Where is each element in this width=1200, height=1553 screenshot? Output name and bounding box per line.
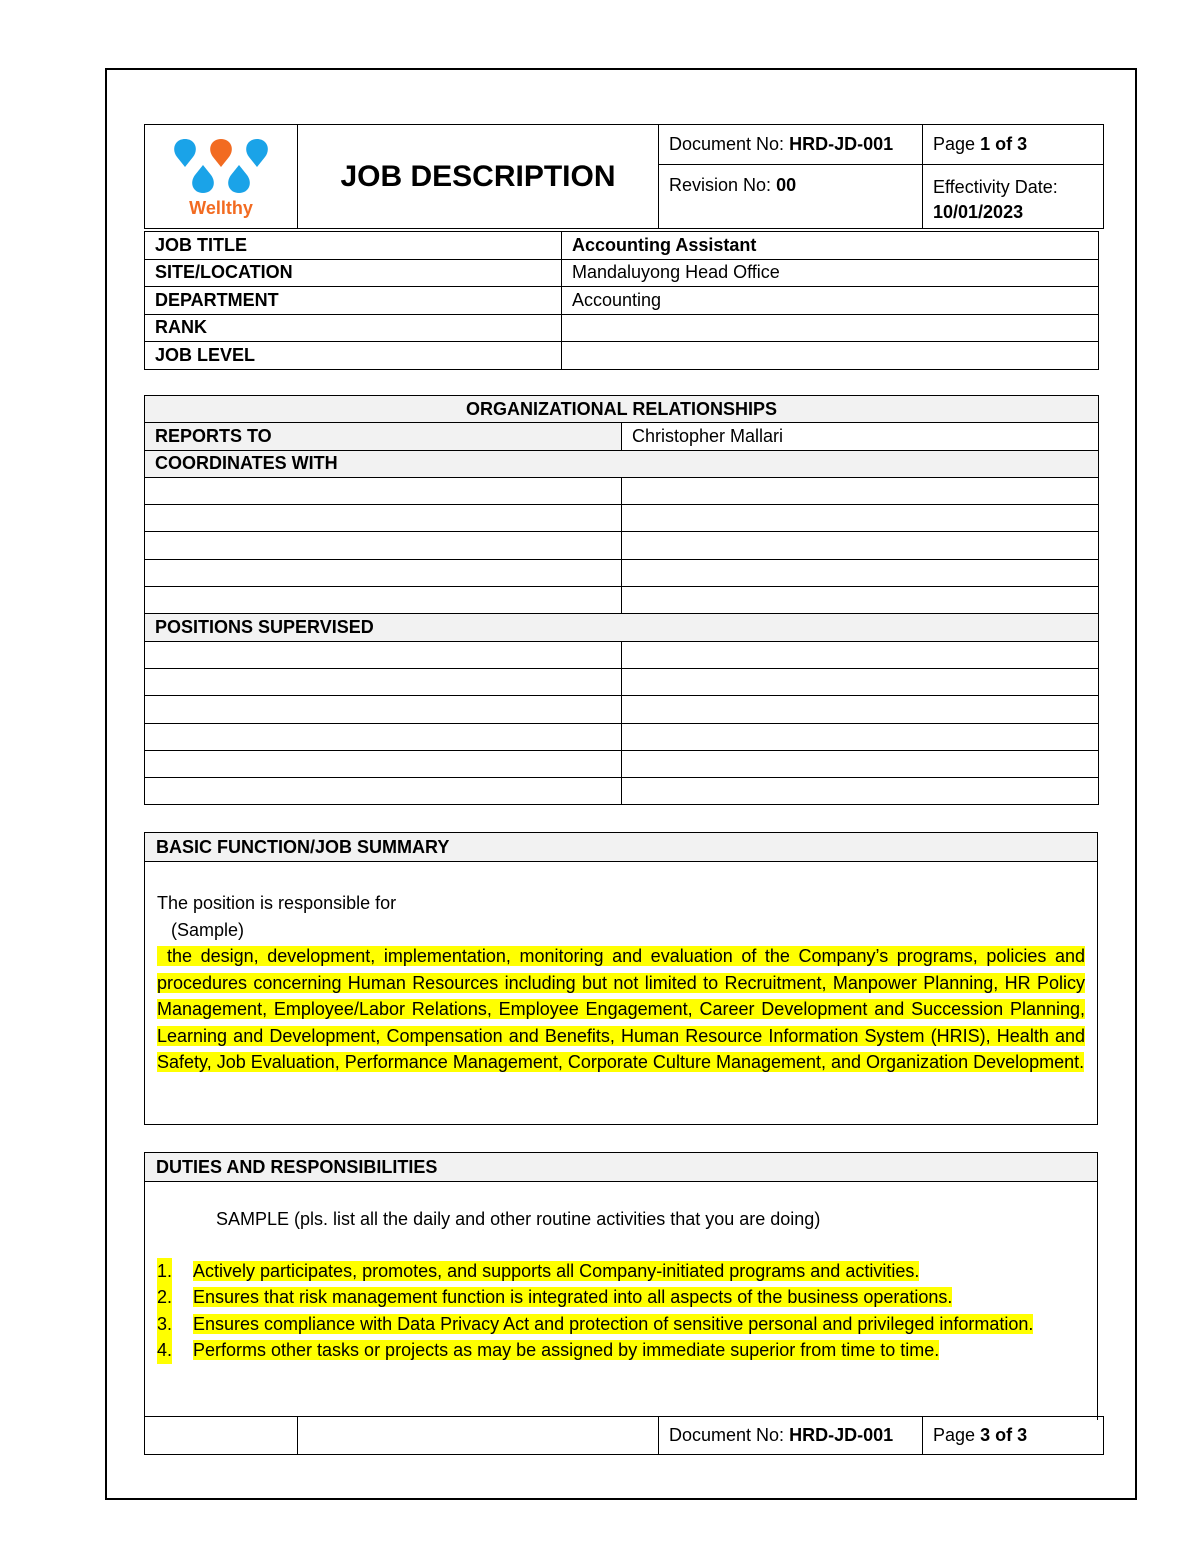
summary-intro: The position is responsible for [157,893,397,913]
document-number: HRD-JD-001 [789,134,894,154]
document-footer [144,1416,1104,1455]
footer-document-number: HRD-JD-001 [789,1425,894,1445]
duty-item: 4. Performs other tasks or projects as may be assigned by immediate superior from time to time. [157,1337,1085,1364]
duty-item: 2. Ensures that risk management function is integrated into all aspects of the business operations. [157,1284,1085,1311]
document-number-cell: Document No: HRD-JD-001 [659,125,923,165]
document-header [144,124,1104,229]
job-summary-heading: BASIC FUNCTION/JOB SUMMARY [145,833,1097,862]
coordinates-row [145,587,1099,614]
page-number-cell: Page 1 of 3 [923,125,1104,165]
supervised-row [145,696,1099,723]
footer-page-number-cell: Page 3 of 3 [923,1417,1104,1455]
duty-item: 1. Actively participates, promotes, and supports all Company-initiated programs and activities. [157,1258,1085,1285]
supervised-row [145,750,1099,777]
department-value: Accounting [562,287,1099,315]
document-title: JOB DESCRIPTION [298,125,659,229]
job-title-row: JOB TITLE Accounting Assistant [145,232,1099,260]
supervised-row [145,723,1099,750]
footer-document-number-cell: Document No: HRD-JD-001 [659,1417,923,1455]
rank-value [562,314,1099,342]
job-summary-section [144,832,1098,1125]
coordinates-row [145,559,1099,586]
supervised-row [145,641,1099,668]
site-location-row: SITE/LOCATION Mandaluyong Head Office [145,259,1099,287]
company-logo [145,125,298,229]
coordinates-row [145,532,1099,559]
effectivity-date: 10/01/2023 [933,202,1024,222]
rank-row: RANK [145,314,1099,342]
positions-supervised-label: POSITIONS SUPERVISED [145,614,1099,641]
duties-note: SAMPLE (pls. list all the daily and other routine activities that you are doing) [216,1209,821,1229]
supervised-row [145,778,1099,805]
org-relationships-table [144,395,1099,805]
duties-list [157,1258,1085,1364]
effectivity-cell: Effectivity Date: 10/01/2023 [923,165,1104,229]
job-info-table [144,231,1099,370]
job-level-row: JOB LEVEL [145,342,1099,370]
site-location-value: Mandaluyong Head Office [562,259,1099,287]
reports-to-label: REPORTS TO [145,423,622,450]
revision-number: 00 [776,175,797,195]
coordinates-row [145,477,1099,504]
revision-cell: Revision No: 00 [659,165,923,229]
reports-to-value: Christopher Mallari [622,423,1099,450]
supervised-row [145,668,1099,695]
water-drops-logo-icon [173,135,269,197]
org-relationships-title: ORGANIZATIONAL RELATIONSHIPS [145,396,1099,423]
job-title-value: Accounting Assistant [562,232,1099,260]
department-row: DEPARTMENT Accounting [145,287,1099,315]
coordinates-row [145,505,1099,532]
duties-section [144,1152,1098,1420]
logo-wordmark: Wellthy [189,197,253,218]
duties-heading: DUTIES AND RESPONSIBILITIES [145,1153,1097,1182]
duty-item: 3. Ensures compliance with Data Privacy Act and protection of sensitive personal and privileged information. [157,1311,1085,1338]
summary-sample-note: (Sample) [171,919,245,940]
coordinates-with-label: COORDINATES WITH [145,450,1099,477]
summary-text: the design, development, implementation, monitoring and evaluation of the Company’s programs, policies and procedures concerning Human Resources including but not limited to Recruitment, Manpower Planning, HR Policy Management, Employee/Labor Relations, Employee Engagement, Career Development and Succession Planning, Learning and Development, Compensation and Benefits, Human Resource Information System (HRIS), Health and Safety, Job Evaluation, Performance Management, Corporate Culture Management, and Organization Development. [157,946,1085,1072]
job-level-value [562,342,1099,370]
